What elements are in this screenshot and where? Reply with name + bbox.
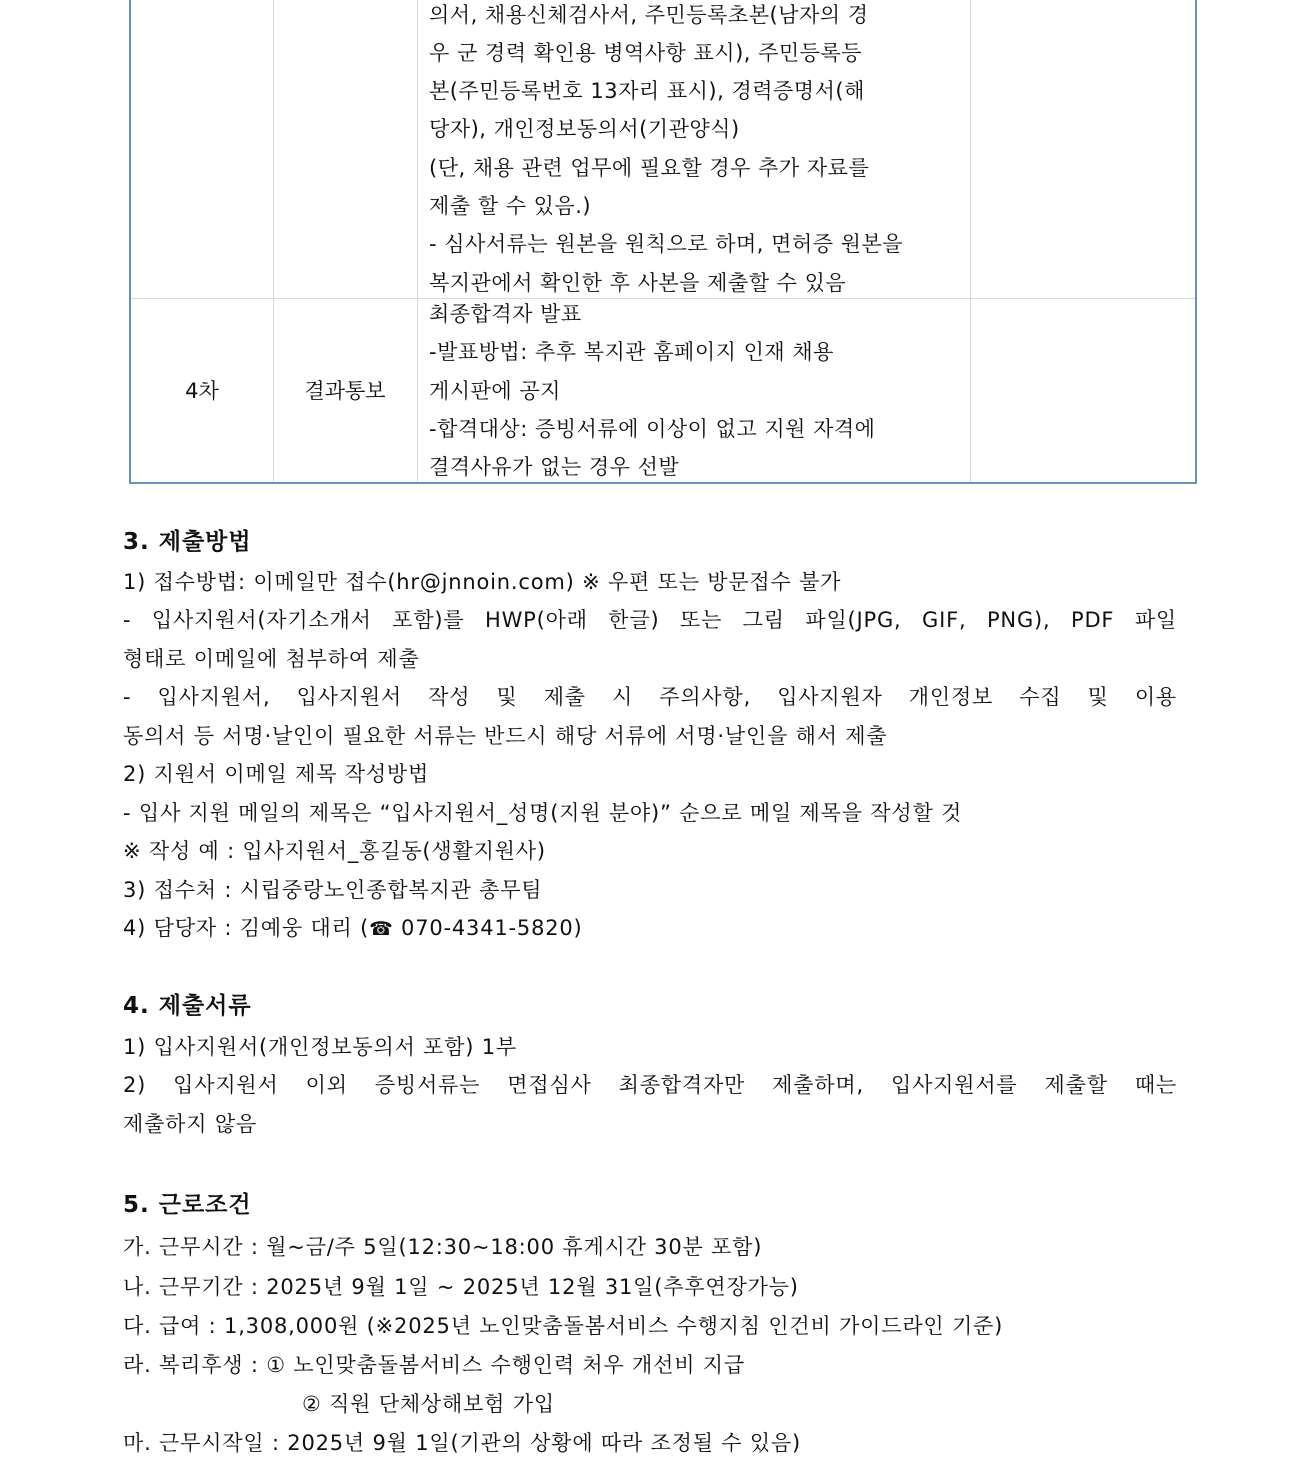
section-title: 5. 근로조건 [123,1192,252,1218]
text-line: 1) 접수방법: 이메일만 접수(hr@jnnoin.com) ※ 우편 또는 방문접수 불가 [123,570,842,594]
table-cell-line: 제출 할 수 있음.) [429,194,592,218]
table-cell-line: 우 군 경력 확인용 병역사항 표시), 주민등록등 [429,41,863,65]
table-column-divider [970,0,971,482]
text-line: 가. 근무시간 : 월~금/주 5일(12:30~18:00 휴게시간 30분 포함) [123,1235,763,1259]
text-line: - 입사지원서(자기소개서 포함)를 HWP(아래 한글) 또는 그림 파일(JPG, GIF, PNG), PDF 파일 [123,608,1177,632]
text-line: 동의서 등 서명·날인이 필요한 서류는 반드시 해당 서류에 서명·날인을 해서 제출 [123,724,888,748]
text-line: 형태로 이메일에 첨부하여 제출 [123,647,420,671]
table-cell-line: - 심사서류는 원본을 원칙으로 하며, 면허증 원본을 [429,232,904,256]
section-title: 4. 제출서류 [123,993,252,1019]
text-line: 라. 복리후생 : ① 노인맞춤돌봄서비스 수행인력 처우 개선비 지급 [123,1353,745,1377]
contact-line [123,909,583,948]
text-line: 마. 근무시작일 : 2025년 9월 1일(기관의 상황에 따라 조정될 수 있음) [123,1431,802,1455]
text-line: 제출하지 않음 [123,1112,257,1136]
contact-phone: 070-4341-5820) [393,916,583,940]
text-line: 2) 입사지원서 이외 증빙서류는 면접심사 최종합격자만 제출하며, 입사지원서를 제출할 때는 [123,1073,1177,1097]
table-cell-line: 복지관에서 확인한 후 사본을 제출할 수 있음 [429,271,847,295]
table-cell-name: 결과통보 [304,379,386,403]
text-line: ※ 작성 예 : 입사지원서_홍길동(생활지원사) [123,839,546,863]
text-line: 3) 접수처 : 시립중랑노인종합복지관 총무팀 [123,878,543,902]
table-cell-line: (단, 채용 관련 업무에 필요할 경우 추가 자료를 [429,156,870,180]
table-cell-line: -발표방법: 추후 복지관 홈페이지 인재 채용 [429,340,834,364]
contact-label: 4) 담당자 : 김예웅 대리 ( [123,916,370,940]
text-line: 나. 근무기간 : 2025년 9월 1일 ~ 2025년 12월 31일(추후연장가능) [123,1275,799,1299]
phone-icon: ☎ [369,918,394,940]
table-cell-stage: 4차 [185,379,219,403]
table-cell-line: 당자), 개인정보동의서(기관양식) [429,117,740,141]
text-line: ② 직원 단체상해보험 가입 [302,1392,555,1416]
table-cell-line: 결격사유가 없는 경우 선발 [429,455,680,479]
text-line: 다. 급여 : 1,308,000원 (※2025년 노인맞춤돌봄서비스 수행지침 인건비 가이드라인 기준) [123,1314,1004,1338]
table-cell-line: -합격대상: 증빙서류에 이상이 없고 지원 자격에 [429,417,876,441]
section-title: 3. 제출방법 [123,529,252,555]
text-line: - 입사 지원 메일의 제목은 “입사지원서_성명(지원 분야)” 순으로 메일 제목을 작성할 것 [123,801,963,825]
text-line: - 입사지원서, 입사지원서 작성 및 제출 시 주의사항, 입사지원자 개인정보 수집 및 이용 [123,685,1177,709]
table-cell-line: 게시판에 공지 [429,379,561,403]
table-column-divider [417,0,418,482]
text-line: 1) 입사지원서(개인정보동의서 포함) 1부 [123,1035,518,1059]
table-cell-line: 최종합격자 발표 [429,302,582,326]
text-line: 2) 지원서 이메일 제목 작성방법 [123,762,430,786]
table-cell-line: 의서, 채용신체검사서, 주민등록초본(남자의 경 [429,3,869,27]
schedule-table [129,0,1197,484]
table-cell-line: 본(주민등록번호 13자리 표시), 경력증명서(해 [429,79,865,103]
